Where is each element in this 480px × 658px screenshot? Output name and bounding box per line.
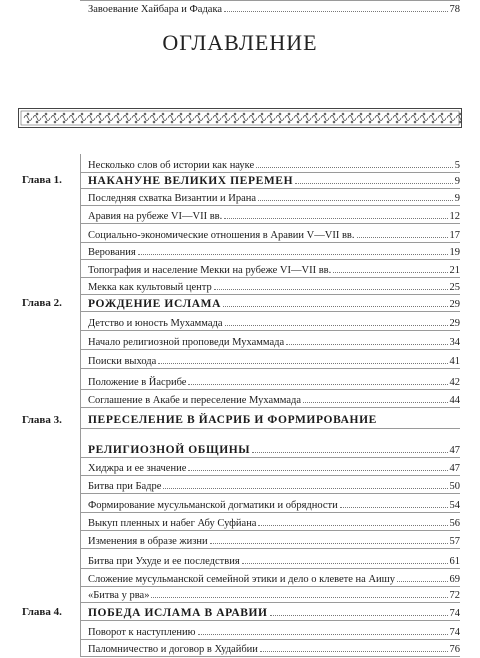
dot-leader xyxy=(242,552,448,564)
page-number: 12 xyxy=(449,211,460,222)
row-rule xyxy=(80,512,460,513)
entry-title: Паломничество и договор в Худайбии xyxy=(88,644,258,655)
chapter-label: Глава 2. xyxy=(22,297,62,309)
page-number: 42 xyxy=(449,377,460,388)
dot-leader xyxy=(286,333,447,345)
dot-leader xyxy=(224,0,447,12)
entry-title: Детство и юность Мухаммада xyxy=(88,318,223,329)
toc-chapter-row xyxy=(0,604,480,620)
page-number: 17 xyxy=(449,230,460,241)
toc-entry-row xyxy=(0,207,480,223)
row-rule xyxy=(80,407,460,408)
entry-title: Битва при Бадре xyxy=(88,481,162,492)
chapter-title: НАКАНУНЕ ВЕЛИКИХ ПЕРЕМЕН xyxy=(88,175,294,187)
row-rule xyxy=(80,259,460,260)
page-number: 76 xyxy=(449,644,460,655)
dot-leader xyxy=(188,459,447,471)
toc-chapter-row xyxy=(0,412,480,428)
toc-entry-row xyxy=(0,477,480,493)
dot-leader xyxy=(340,496,448,508)
dot-leader xyxy=(210,532,448,544)
dot-leader xyxy=(163,477,447,489)
page-number: 5 xyxy=(454,160,460,171)
row-rule xyxy=(80,457,460,458)
page-number: 19 xyxy=(449,247,460,258)
toc-chapter-row xyxy=(0,295,480,311)
dot-leader xyxy=(295,172,453,184)
toc-entry-row xyxy=(0,373,480,389)
page-number: 34 xyxy=(449,337,460,348)
row-rule xyxy=(80,389,460,390)
row-rule xyxy=(80,548,460,549)
row-rule xyxy=(80,602,460,603)
entry-title: Соглашение в Акабе и переселение Мухаммада xyxy=(88,395,301,406)
toc-entry-row xyxy=(0,278,480,294)
entry-title: Мекка как культовый центр xyxy=(88,282,212,293)
entry-title: «Битва у рва» xyxy=(88,590,150,601)
page-number: 47 xyxy=(449,463,460,474)
row-rule xyxy=(80,568,460,569)
row-rule xyxy=(80,656,460,657)
chapter-label: Глава 4. xyxy=(22,606,62,618)
page-number: 29 xyxy=(449,318,460,329)
toc-entry-row xyxy=(0,226,480,242)
entry-title: Топография и население Мекки на рубеже VI—VII вв. xyxy=(88,265,332,276)
row-rule xyxy=(80,530,460,531)
page-number: 61 xyxy=(449,556,460,567)
dot-leader xyxy=(256,156,453,168)
toc-entry xyxy=(88,0,460,18)
toc-entry-row xyxy=(0,532,480,548)
dot-leader xyxy=(333,261,447,273)
dot-leader xyxy=(258,189,453,201)
dot-leader xyxy=(214,278,448,290)
entry-title: Аравия на рубеже VI—VII вв. xyxy=(88,211,223,222)
column-rule xyxy=(80,154,81,656)
dot-leader xyxy=(258,514,447,526)
toc-entry-row xyxy=(0,496,480,512)
chapter-label: Глава 3. xyxy=(22,414,62,426)
page-number: 29 xyxy=(449,299,460,310)
row-rule xyxy=(80,223,460,224)
entry-title: Хиджра и ее значение xyxy=(88,463,187,474)
page-number: 69 xyxy=(449,574,460,585)
toc-entry-row xyxy=(0,570,480,586)
dot-leader xyxy=(223,295,447,307)
dot-leader xyxy=(303,391,448,403)
page-number: 57 xyxy=(449,536,460,547)
toc-entry-row xyxy=(0,623,480,639)
dot-leader xyxy=(357,226,448,238)
chapter-title: ПОБЕДА ИСЛАМА В АРАВИИ xyxy=(88,607,268,619)
row-rule xyxy=(80,475,460,476)
page-number: 50 xyxy=(449,481,460,492)
toc-entry-row xyxy=(0,156,480,172)
entry-title: Поворот к наступлению xyxy=(88,627,196,638)
toc-entry-row xyxy=(0,314,480,330)
entry-title: Битва при Ухуде и ее последствия xyxy=(88,556,240,567)
page-number: 54 xyxy=(449,500,460,511)
dot-leader xyxy=(224,207,447,219)
entry-title: Социально-экономические отношения в Аравии V—VII вв. xyxy=(88,230,355,241)
entry-title: Поиски выхода xyxy=(88,356,157,367)
toc-entry-row xyxy=(0,552,480,568)
toc-entry-row xyxy=(0,514,480,530)
dot-leader xyxy=(397,570,448,582)
page-number: 25 xyxy=(449,282,460,293)
dot-leader xyxy=(188,373,447,385)
page-number: 72 xyxy=(449,590,460,601)
ornament-band xyxy=(18,108,462,128)
toc-entry-row xyxy=(0,189,480,205)
toc-entry-row xyxy=(0,333,480,349)
entry-title: Сложение мусульманской семейной этики и дело о клевете на Аишу xyxy=(88,574,395,585)
row-rule xyxy=(80,493,460,494)
entry-title: Изменения в образе жизни xyxy=(88,536,208,547)
page-number: 44 xyxy=(449,395,460,406)
toc-entry-row xyxy=(0,586,480,602)
row-rule xyxy=(80,620,460,621)
row-rule xyxy=(80,368,460,369)
toc-entry-row xyxy=(0,243,480,259)
toc-entry-row xyxy=(0,459,480,475)
chapter-title: РОЖДЕНИЕ ИСЛАМА xyxy=(88,298,222,310)
entry-title: Выкуп пленных и набег Абу Суфйана xyxy=(88,518,257,529)
page-number: 74 xyxy=(449,627,460,638)
page-number: 47 xyxy=(449,445,460,456)
row-rule xyxy=(80,330,460,331)
toc-entry-row xyxy=(0,640,480,656)
dot-leader xyxy=(151,586,447,598)
page-number: 9 xyxy=(454,193,460,204)
row-rule xyxy=(80,205,460,206)
dot-leader xyxy=(225,314,448,326)
page-number: 78 xyxy=(449,4,460,15)
row-rule xyxy=(80,349,460,350)
toc-chapter-row xyxy=(0,172,480,188)
page-number: 21 xyxy=(449,265,460,276)
page-number: 56 xyxy=(449,518,460,529)
page-number: 74 xyxy=(449,608,460,619)
toc-entry xyxy=(88,412,460,428)
dot-leader xyxy=(260,640,448,652)
entry-title: Верования xyxy=(88,247,136,258)
entry-title: Начало религиозной проповеди Мухаммада xyxy=(88,337,285,348)
dot-leader xyxy=(158,352,447,364)
row-rule xyxy=(80,0,460,1)
page-number: 41 xyxy=(449,356,460,367)
entry-title: Завоевание Хайбара и Фадака xyxy=(88,4,223,15)
toc-entry-row xyxy=(0,261,480,277)
dot-leader xyxy=(138,243,448,255)
chapter-label: Глава 1. xyxy=(22,174,62,186)
entry-title: Последняя схватка Византии и Ирана xyxy=(88,193,257,204)
page-title: ОГЛАВЛЕНИЕ xyxy=(162,30,318,55)
dot-leader xyxy=(198,623,448,635)
entry-title: Формирование мусульманской догматики и обрядности xyxy=(88,500,338,511)
toc-entry-row xyxy=(0,352,480,368)
page-number: 9 xyxy=(454,176,460,187)
dot-leader xyxy=(252,441,447,453)
toc-chapter-row-continued xyxy=(0,441,480,457)
toc-entry-row xyxy=(0,0,480,16)
chapter-title: ПЕРЕСЕЛЕНИЕ В ЙАСРИБ И ФОРМИРОВАНИЕ xyxy=(88,414,377,426)
dot-leader xyxy=(270,604,448,616)
entry-title: Положение в Йасрибе xyxy=(88,377,187,388)
entry-title: Несколько слов об истории как науке xyxy=(88,160,255,171)
row-rule xyxy=(80,428,460,429)
chapter-title-continued: РЕЛИГИОЗНОЙ ОБЩИНЫ xyxy=(88,444,251,456)
toc-entry-row xyxy=(0,391,480,407)
row-rule xyxy=(80,311,460,312)
